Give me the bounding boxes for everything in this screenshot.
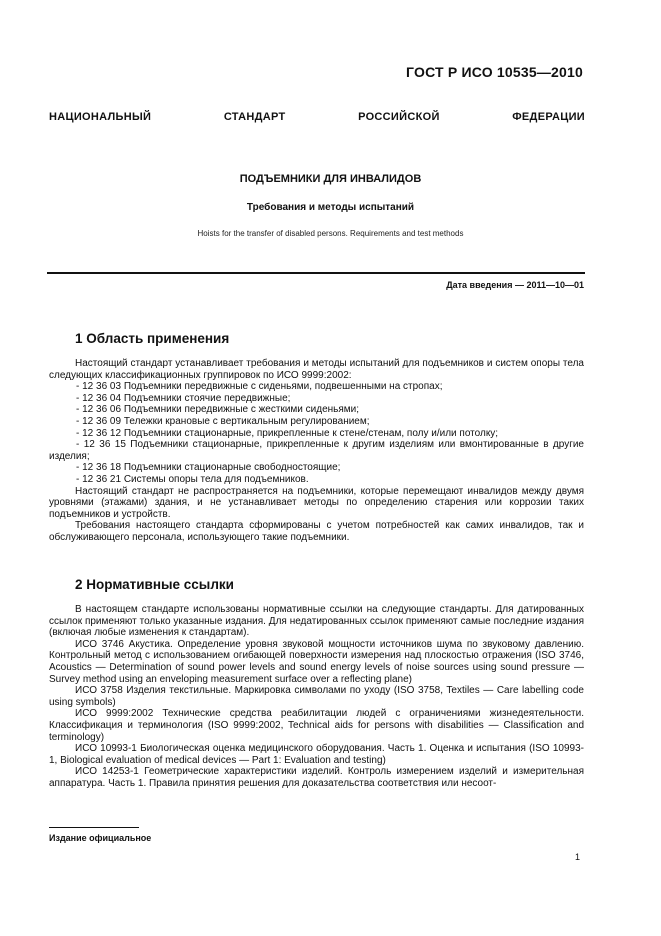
list-item: - 12 36 06 Подъемники передвижные с жесткими сиденьями;	[76, 404, 360, 416]
section-1-paragraph: Требования настоящего стандарта сформированы с учетом потребностей как самих инвалидов, так и обслуживающего персонала, использующего такие подъемники.	[49, 520, 584, 543]
list-item: - 12 36 15 Подъемники стационарные, прикрепленные к другим изделиям или вмонтированные в другие изделия;	[49, 439, 584, 462]
list-item: - 12 36 18 Подъемники стационарные свободностоящие;	[76, 462, 341, 474]
list-item: - 12 36 21 Системы опоры тела для подъемников.	[76, 473, 309, 485]
section-1-heading: 1 Область применения	[75, 331, 230, 346]
section-1-paragraph: Настоящий стандарт не распространяется на подъемники, которые перемещают инвалидов между двумя уровнями (этажами) здания, и не устанавливает методы по определению старения или коррозии таких подъемников и устройств.	[49, 485, 584, 520]
effective-date: Дата введения — 2011—10—01	[446, 280, 584, 290]
header-divider	[47, 272, 585, 274]
reference-item: ИСО 3746 Акустика. Определение уровня звуковой мощности источников шума по звуковому давлению. Контрольный метод с использованием огибающей поверхности измерения над плоскостью отражения (ISO 3746, Acoustics — Determination of sound power levels and sound energy levels of noise sources using sound pressure — Survey method using an enveloping measurement surface over a reflecting plane)	[49, 638, 584, 685]
reference-item: ИСО 3758 Изделия текстильные. Маркировка символами по уходу (ISO 3758, Textiles — Care labelling code using symbols)	[49, 685, 584, 708]
section-2-heading: 2 Нормативные ссылки	[75, 577, 234, 592]
list-item: - 12 36 12 Подъемники стационарные, прикрепленные к стене/стенам, полу и/или потолку;	[76, 427, 499, 439]
document-subtitle: Требования и методы испытаний	[246, 202, 415, 213]
footer-divider	[49, 827, 139, 828]
reference-item: ИСО 10993-1 Биологическая оценка медицинского оборудования. Часть 1. Оценка и испытания (ISO 10993-1, Biological evaluation of medical devices — Part 1: Evaluation and testing)	[49, 743, 584, 766]
list-item: - 12 36 04 Подъемники стоячие передвижные;	[76, 392, 291, 404]
reference-item: ИСО 9999:2002 Технические средства реабилитации людей с ограничениями жизнедеятельности. Классификация и терминология (ISO 9999:2002, Technical aids for persons with disabilities — Classification and terminology)	[49, 708, 584, 743]
section-1-body	[49, 358, 584, 544]
section-2-paragraph: В настоящем стандарте использованы нормативные ссылки на следующие стандарты. Для датированных ссылок применяют только указанные издания. Для недатированных ссылок применяют самые последние издания (включая любые изменения к стандартам).	[49, 604, 584, 639]
official-edition-label: Издание официальное	[49, 833, 152, 843]
list-item: - 12 36 03 Подъемники передвижные с сиденьями, подвешенными на стропах;	[76, 381, 443, 393]
page-number: 1	[574, 852, 580, 862]
national-standard-banner: НАЦИОНАЛЬНЫЙ СТАНДАРТ РОССИЙСКОЙ ФЕДЕРАЦИИ	[49, 111, 585, 123]
list-item: - 12 36 09 Тележки крановые с вертикальным регулированием;	[76, 415, 370, 427]
section-2-body	[49, 604, 584, 790]
section-1-intro: Настоящий стандарт устанавливает требования и методы испытаний для подъемников и систем опоры тела следующих классификационных группировок по ИСО 9999:2002:	[49, 358, 584, 381]
document-code: ГОСТ Р ИСО 10535—2010	[406, 64, 583, 80]
english-title: Hoists for the transfer of disabled persons. Requirements and test methods	[197, 229, 464, 238]
reference-item: ИСО 14253-1 Геометрические характеристики изделий. Контроль измерением изделий и измерительная аппаратура. Часть 1. Правила принятия решения для доказательства соответствия или несоот-	[49, 766, 584, 789]
document-title: ПОДЪЕМНИКИ ДЛЯ ИНВАЛИДОВ	[239, 173, 422, 185]
